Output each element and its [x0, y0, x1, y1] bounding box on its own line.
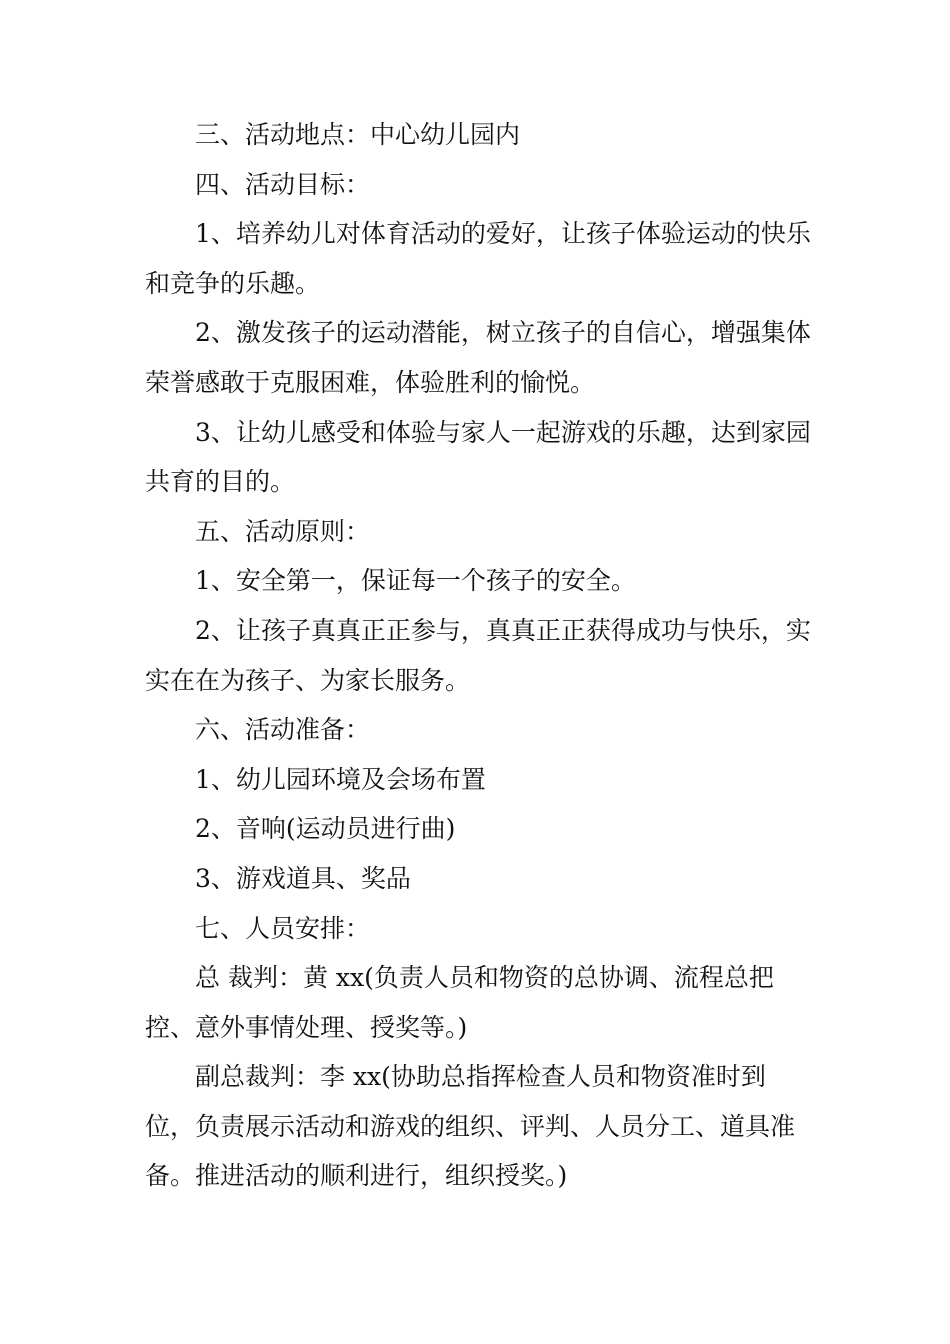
principle-item-2: 2、让孩子真真正正参与，真真正正获得成功与快乐，实实在在为孩子、为家长服务。 — [145, 615, 811, 695]
preparation-item-3: 3、游戏道具、奖品 — [195, 863, 411, 893]
goal-item-3: 3、让幼儿感受和体验与家人一起游戏的乐趣，达到家园共育的目的。 — [145, 417, 811, 497]
preparation-item-2: 2、音响(运动员进行曲) — [195, 814, 456, 844]
staff-chief-referee: 总 裁判：黄 xx(负责人员和物资的总协调、流程总把控、意外事情处理、授奖等。) — [145, 963, 774, 1042]
goal-item-2: 2、激发孩子的运动潜能，树立孩子的自信心，增强集体荣誉感敢于克服困难，体验胜利的愉悦。 — [145, 318, 811, 397]
document-body — [145, 110, 815, 1201]
section-heading-principles: 五、活动原则： — [195, 516, 371, 546]
section-heading-staff: 七、人员安排： — [195, 913, 371, 943]
preparation-item-1: 1、幼儿园环境及会场布置 — [195, 764, 486, 794]
section-heading-preparation: 六、活动准备： — [195, 715, 371, 745]
goal-item-1: 1、培养幼儿对体育活动的爱好，让孩子体验运动的快乐和竞争的乐趣。 — [145, 219, 811, 298]
staff-deputy-referee: 副总裁判：李 xx(协助总指挥检查人员和物资准时到位，负责展示活动和游戏的组织、评判、人员分工、道具准备。推进活动的顺利进行，组织授奖。) — [145, 1062, 796, 1191]
principle-item-1: 1、安全第一，保证每一个孩子的安全。 — [195, 566, 636, 596]
section-heading-goals: 四、活动目标： — [195, 169, 371, 199]
section-heading-location: 三、活动地点：中心幼儿园内 — [195, 120, 521, 149]
